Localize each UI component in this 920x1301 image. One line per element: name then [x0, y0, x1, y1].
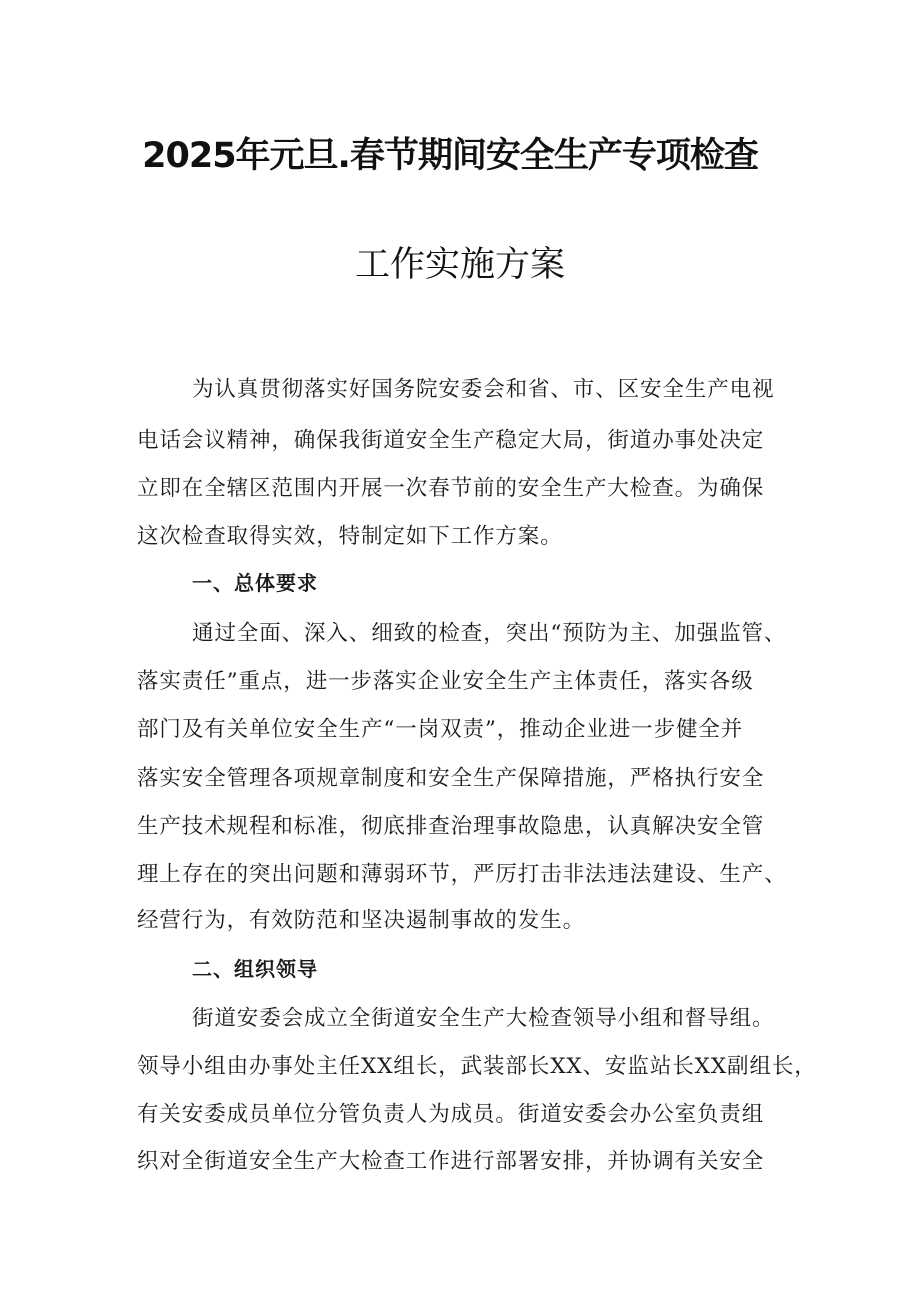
paragraph-line: 电话会议精神，确保我街道安全生产稳定大局，街道办事处决定 — [137, 428, 765, 453]
paragraph-line: 有关安委成员单位分管负责人为成员。街道安委会办公室负责组 — [137, 1102, 765, 1127]
paragraph-line: 理上存在的突出问题和薄弱环节，严厉打击非法违法建设、生产、 — [137, 862, 787, 887]
paragraph-line: 这次检查取得实效，特制定如下工作方案。 — [137, 524, 563, 549]
paragraph-line: 为认真贯彻落实好国务院安委会和省、市、区安全生产电视 — [192, 377, 775, 402]
paragraph-line: 部门及有关单位安全生产“一岗双责”，推动企业进一步健全并 — [137, 717, 744, 742]
paragraph-line: 街道安委会成立全街道安全生产大检查领导小组和督导组。 — [192, 1006, 775, 1031]
paragraph-line: 织对全街道安全生产大检查工作进行部署安排，并协调有关安全 — [137, 1149, 765, 1174]
paragraph-line: 领导小组由办事处主任XX组长，武装部长XX、安监站长XX副组长， — [137, 1054, 817, 1079]
paragraph-line: 立即在全辖区范围内开展一次春节前的安全生产大检查。为确保 — [137, 476, 765, 501]
paragraph-line: 通过全面、深入、细致的检查，突出“预防为主、加强监管、 — [192, 621, 787, 646]
document-title-line-1: 2025年元旦.春节期间安全生产专项检查 — [142, 136, 758, 176]
paragraph-line: 落实责任”重点，进一步落实企业安全生产主体责任，落实各级 — [137, 669, 754, 694]
document-title-line-2: 工作实施方案 — [354, 245, 565, 285]
section-heading: 一、总体要求 — [192, 571, 318, 595]
section-heading: 二、组织领导 — [192, 957, 318, 981]
paragraph-line: 经营行为，有效防范和坚决遏制事故的发生。 — [137, 908, 586, 933]
paragraph-line: 落实安全管理各项规章制度和安全生产保障措施，严格执行安全 — [137, 766, 765, 791]
paragraph-line: 生产技术规程和标准，彻底排查治理事故隐患，认真解决安全管 — [137, 814, 765, 839]
